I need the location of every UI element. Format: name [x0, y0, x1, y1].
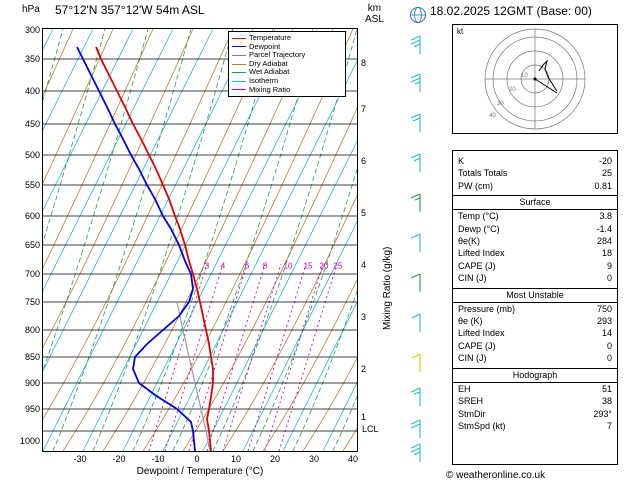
- table-row: [453, 315, 617, 327]
- svg-text:30: 30: [497, 101, 504, 107]
- lcl-label: LCL: [362, 424, 379, 434]
- svg-text:40: 40: [489, 113, 496, 119]
- indices-table: [452, 150, 618, 465]
- index-name-cape-mu: CAPE (J): [458, 340, 496, 351]
- table-row: [453, 223, 617, 235]
- chart-legend: [228, 31, 346, 97]
- ytick-500: 500: [24, 150, 40, 160]
- kmtick-8: 8: [361, 58, 367, 68]
- xtick-20: 20: [269, 454, 281, 464]
- km-axis-label: km ASL: [365, 3, 384, 25]
- table-row: [453, 395, 617, 407]
- legend-label-dewpoint: Dewpoint: [249, 41, 281, 51]
- kmtick-5: 5: [361, 208, 367, 218]
- ytick-650: 650: [24, 240, 40, 250]
- table-row: [453, 247, 617, 259]
- legend-label-parcel: Parcel Trajectory: [249, 50, 306, 60]
- ytick-400: 400: [24, 86, 40, 96]
- xtick-10: 10: [230, 454, 242, 464]
- mixing-label-10: 10: [283, 261, 293, 271]
- table-row: [453, 272, 617, 284]
- run-title: 18.02.2025 12GMT (Base: 00): [430, 4, 592, 18]
- index-value-cin-sfc: 0: [606, 273, 612, 284]
- globe-icon: [408, 6, 428, 24]
- mixing-label-15: 15: [303, 261, 313, 271]
- xtick-40: 40: [347, 454, 359, 464]
- table-row: [453, 327, 617, 339]
- credit-text: © weatheronline.co.uk: [446, 470, 546, 481]
- x-axis-title: Dewpoint / Temperature (°C): [136, 466, 264, 477]
- kmtick-1: 1: [361, 412, 367, 422]
- legend-label-wet-adiabat: Wet Adiabat: [249, 67, 290, 77]
- ytick-300: 300: [24, 25, 40, 35]
- ytick-550: 550: [24, 180, 40, 190]
- table-row: [453, 210, 617, 222]
- svg-text:20: 20: [509, 87, 516, 93]
- index-value-eh: 51: [601, 383, 612, 394]
- index-value-thetae-mu: 293: [596, 316, 612, 327]
- xtick--30: -30: [73, 454, 87, 464]
- mixing-ratio-axis-title: Mixing Ratio (g/kg): [382, 246, 393, 330]
- kmtick-2: 2: [361, 364, 367, 374]
- index-value-pw: 0.81: [594, 180, 612, 191]
- ytick-600: 600: [24, 211, 40, 221]
- ytick-850: 850: [24, 352, 40, 362]
- hodograph-section-header: Hodograph: [453, 368, 617, 383]
- index-name-cin-sfc: CIN (J): [458, 273, 487, 284]
- index-value-stmspd: 7: [606, 420, 612, 431]
- hodograph-plot: [453, 25, 617, 133]
- wind-barb-column: [398, 28, 444, 466]
- legend-label-temperature: Temperature: [249, 33, 292, 42]
- mixing-label-3: 3: [204, 261, 210, 271]
- mixing-label-4: 4: [220, 261, 226, 271]
- table-row: [453, 180, 617, 192]
- index-name-thetae-sfc: θe(K): [458, 236, 481, 247]
- legend-label-mixing-ratio: Mixing Ratio: [249, 84, 291, 94]
- table-row: [453, 408, 617, 420]
- index-value-li-sfc: 18: [601, 248, 612, 259]
- kmtick-6: 6: [361, 156, 367, 166]
- index-name-pw: PW (cm): [458, 180, 493, 191]
- ytick-450: 450: [24, 119, 40, 129]
- index-value-totals: 25: [601, 168, 612, 179]
- index-value-temp: 3.8: [599, 211, 612, 222]
- index-value-pressure-mu: 750: [596, 303, 612, 314]
- index-name-k: K: [458, 156, 465, 166]
- table-row: [453, 167, 617, 179]
- table-row: [453, 155, 617, 167]
- index-name-stmspd: StmSpd (kt): [458, 420, 506, 431]
- ytick-700: 700: [24, 269, 40, 279]
- pressure-unit-label: hPa: [22, 4, 40, 15]
- table-row: [453, 235, 617, 247]
- index-name-eh: EH: [458, 383, 471, 394]
- index-name-li-sfc: Lifted Index: [458, 248, 505, 259]
- index-name-cape-sfc: CAPE (J): [458, 260, 496, 271]
- index-name-pressure-mu: Pressure (mb): [458, 303, 516, 314]
- legend-item-mixing-ratio: [232, 86, 342, 95]
- mixing-label-25: 25: [333, 261, 343, 271]
- mixing-label-20: 20: [319, 261, 329, 271]
- index-value-cape-mu: 0: [606, 340, 612, 351]
- mixing-label-6: 6: [244, 261, 250, 271]
- hodograph-panel: [452, 24, 618, 134]
- xtick-30: 30: [308, 454, 320, 464]
- ytick-350: 350: [24, 54, 40, 64]
- station-title: 57°12'N 357°12'W 54m ASL: [55, 3, 205, 17]
- index-value-thetae-sfc: 284: [596, 236, 612, 247]
- kmtick-3: 3: [361, 312, 367, 322]
- index-value-k: -20: [598, 156, 612, 166]
- xtick--20: -20: [112, 454, 126, 464]
- index-name-dewp: Dewp (°C): [458, 223, 500, 234]
- index-name-cin-mu: CIN (J): [458, 353, 487, 364]
- hodograph-unit-label: kt: [457, 27, 464, 36]
- index-name-thetae-mu: θe (K): [458, 316, 483, 327]
- kmtick-4: 4: [361, 260, 367, 270]
- ytick-900: 900: [24, 378, 40, 388]
- ytick-950: 950: [24, 404, 40, 414]
- index-name-temp: Temp (°C): [458, 211, 499, 222]
- table-row: [453, 303, 617, 315]
- legend-label-isotherm: Isotherm: [249, 75, 279, 85]
- index-value-cin-mu: 0: [606, 353, 612, 364]
- ytick-800: 800: [24, 325, 40, 335]
- table-row: [453, 340, 617, 352]
- xtick-0: 0: [194, 454, 200, 464]
- table-row: [453, 352, 617, 364]
- index-value-dewp: -1.4: [596, 223, 612, 234]
- mixing-label-8: 8: [262, 261, 268, 271]
- xtick--10: -10: [151, 454, 165, 464]
- index-value-sreh: 38: [601, 396, 612, 407]
- index-name-stmdir: StmDir: [458, 408, 486, 419]
- index-value-stmdir: 293°: [593, 408, 612, 419]
- kmtick-7: 7: [361, 104, 367, 114]
- index-name-sreh: SREH: [458, 396, 484, 407]
- index-value-cape-sfc: 9: [606, 260, 612, 271]
- ytick-750: 750: [24, 297, 40, 307]
- table-row: [453, 420, 617, 432]
- ytick-1000: 1000: [19, 436, 40, 446]
- surface-section-header: Surface: [453, 195, 617, 210]
- table-row: [453, 383, 617, 395]
- index-name-li-mu: Lifted Index: [458, 328, 505, 339]
- table-row: [453, 260, 617, 272]
- legend-label-dry-adiabat: Dry Adiabat: [249, 58, 288, 68]
- index-value-li-mu: 14: [601, 328, 612, 339]
- unstable-section-header: Most Unstable: [453, 288, 617, 303]
- index-name-totals: Totals Totals: [458, 168, 508, 179]
- svg-text:10: 10: [521, 73, 528, 79]
